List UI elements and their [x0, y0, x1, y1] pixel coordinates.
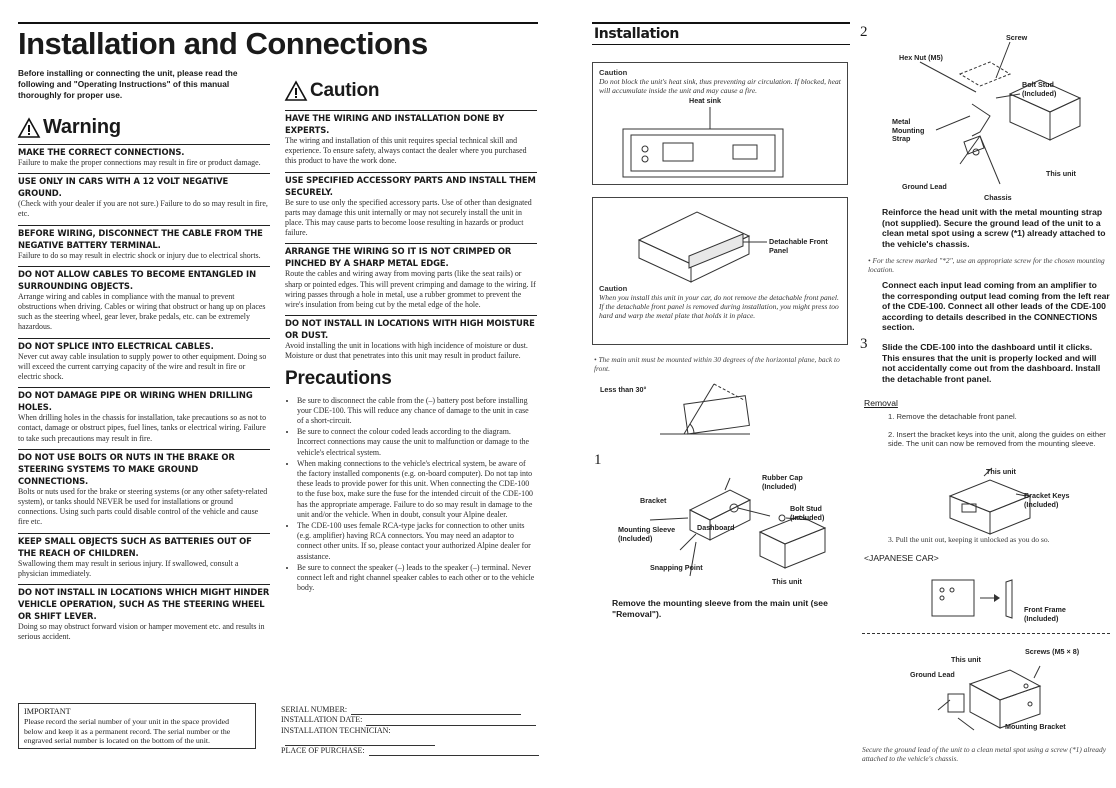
caution-item — [285, 315, 537, 361]
section-divider — [862, 633, 1110, 634]
front-panel-figure — [593, 198, 849, 346]
record-field-label: INSTALLATION DATE: — [281, 715, 363, 725]
caution-item-text: Avoid installing the unit in locations with high incidence of moisture or dust. Moisture or dust that penetrates into this unit may result in product failure. — [285, 341, 528, 361]
warning-item-title: KEEP SMALL OBJECTS SUCH AS BATTERIES OUT OF THE REACH OF CHILDREN. — [18, 535, 252, 558]
heat-sink-figure — [593, 63, 849, 186]
warning-item — [18, 533, 270, 579]
warning-item — [18, 266, 270, 333]
caution-text-2: If the detachable front panel is removed during installation, you might press too hard and warp the metal plate that holds it in place. — [599, 302, 839, 320]
step-1-number: 1 — [594, 452, 602, 468]
caution-label: Caution — [599, 284, 628, 293]
caution-item-text: Be sure to use only the specified accessory parts. Use of other than designated parts may damage this unit internally or may not securely install the unit in place. This may cause parts to become loose resulting in hazards or product failure. — [285, 197, 532, 238]
warning-item-title: DO NOT SPLICE INTO ELECTRICAL CABLES. — [18, 340, 214, 351]
warning-triangle-icon — [285, 81, 307, 101]
warning-item-title: BEFORE WIRING, DISCONNECT THE CABLE FROM THE NEGATIVE BATTERY TERMINAL. — [18, 227, 263, 250]
warning-list — [18, 144, 270, 642]
japanese-this-unit-label: This unit — [951, 655, 981, 664]
warning-item-text: Failure to make the proper connections may result in fire or product damage. — [18, 158, 261, 167]
removal-this-unit-label: This unit — [986, 467, 1016, 476]
record-field-line[interactable] — [351, 706, 521, 715]
step-2-text: Reinforce the head unit with the metal mounting strap (not supplied). Secure the ground lead of the unit to a clean metal spot using a screw (*1) already attached to the vehicle's chassis. — [882, 207, 1106, 249]
caution-item-text: Route the cables and wiring away from moving parts (like the seat rails) or sharp or pointed edges. This will prevent crimping and damage to the wiring. If wiring passes through a hole in metal, use a rubber grommet to prevent the wire's insulation from being cut by the metal edge of the hole. — [285, 269, 536, 310]
warning-item-title: DO NOT USE BOLTS OR NUTS IN THE BRAKE OR STEERING SYSTEMS TO MAKE GROUND CONNECTIONS. — [18, 451, 235, 486]
warning-item-text: Bolts or nuts used for the brake or steering systems (or any other safety-related system), or tanks should NEVER be used for installations or ground connections. Using such parts could disable control of the vehicle and cause fire etc. — [18, 486, 268, 527]
important-heading: IMPORTANT — [24, 707, 71, 716]
warning-item-title: USE ONLY IN CARS WITH A 12 VOLT NEGATIVE GROUND. — [18, 176, 229, 199]
step-2-note-text: For the screw marked "*2", use an appropriate screw for the chosen mounting location. — [868, 256, 1105, 274]
caution-heading-text: Caution — [310, 80, 380, 101]
warning-item-title: MAKE THE CORRECT CONNECTIONS. — [18, 147, 185, 157]
record-field-label: INSTALLATION TECHNICIAN: — [281, 725, 391, 735]
angle-label: Less than 30° — [600, 385, 647, 394]
warning-item — [18, 338, 270, 383]
screws-label: Screws (M5 × 8) — [1025, 647, 1080, 656]
bracket-label: Bracket — [640, 496, 667, 505]
record-field-line[interactable] — [366, 717, 536, 726]
warning-heading — [18, 116, 270, 138]
step-2-note: • For the screw marked "*2", use an appropriate screw for the chosen mounting location. — [868, 256, 1105, 274]
precaution-item: • Be sure to disconnect the cable from the (–) battery post before installing your CDE-100. This will reduce any chance of damage to the unit in case of a short-circuit. — [297, 396, 537, 427]
warning-heading-text: Warning — [43, 116, 121, 138]
mounting-bracket-figure — [930, 664, 1060, 744]
dashboard-label: Dashboard — [697, 523, 735, 532]
warning-item-title: DO NOT INSTALL IN LOCATIONS WHICH MIGHT HINDER VEHICLE OPERATION, SUCH AS THE STEERING WHEEL OR SHIFT LEVER. — [18, 587, 270, 622]
warning-item — [18, 449, 270, 528]
record-field-line[interactable] — [369, 747, 539, 756]
warning-item-text: Arrange wiring and cables in compliance with the manual to prevent obstructions when driving. Cables or wiring that obstruct or hang up on places such as the steering wheel, gear lever, brake pedals, etc. can be extremely hazardous. — [18, 291, 266, 332]
record-field-line[interactable] — [285, 737, 435, 746]
angle-note-text: The main unit must be mounted within 30 degrees of the horizontal plane, back to front. — [594, 355, 840, 373]
japanese-car-heading: <JAPANESE CAR> — [864, 553, 939, 563]
caution-item-text: The wiring and installation of this unit requires special technical skill and experience. To ensure safety, always contact the dealer where you purchased this product to have the work done. — [285, 136, 527, 166]
precaution-item: • Be sure to connect the speaker (–) leads to the speaker (–) terminal. Never connect left and right channel speaker cables to each other or to the vehicle body. — [297, 563, 537, 594]
record-field — [281, 705, 541, 715]
page-title: Installation and Connections — [18, 22, 538, 62]
warning-item-text: Failure to do so may result in electric shock or injury due to electrical shorts. — [18, 250, 261, 260]
step-2-number: 2 — [860, 24, 868, 40]
record-field-label: PLACE OF PURCHASE: — [281, 746, 365, 756]
warning-item — [18, 144, 270, 168]
caution-item — [285, 243, 537, 310]
caution-heading — [285, 80, 537, 102]
record-field — [281, 746, 541, 756]
important-text: Please record the serial number of your unit in the space provided below and keep it as a permanent record. The serial number or the engraved serial number is located on the bottom of the unit. — [24, 716, 231, 746]
caution-text: Do not block the unit's heat sink, thus preventing air circulation. If blocked, heat will accumulate inside the unit and may cause a fire. — [599, 77, 841, 95]
warning-item — [18, 584, 270, 642]
bolt-stud-label: Bolt Stud (Included) — [1022, 80, 1057, 98]
hex-nut-label: Hex Nut (M5) — [899, 53, 943, 62]
precaution-item: • When making connections to the vehicle's electrical system, be aware of the factory installed components (e.g. on-board computer). Do not tap into these leads to provide power for this unit. When connecting the CDE-100 to the fuse box, make sure the fuse for the intended circuit of the CDE-100 has the appropriate amperage. Failure to do so may result in damage to the unit and/or the vehicle. When in doubt, consult your Alpine dealer. — [297, 459, 537, 520]
record-field — [281, 726, 541, 747]
step-2-text-2: Connect each input lead coming from an amplifier to the corresponding output lead coming from the left rear of the CDE-100. Connect all other leads of the CDE-100 according to details described in the CONNECTIONS section. — [882, 280, 1110, 333]
warning-item-text: Swallowing them may result in serious injury. If swallowed, consult a physician immediately. — [18, 558, 239, 578]
caution-item-title: DO NOT INSTALL IN LOCATIONS WITH HIGH MOISTURE OR DUST. — [285, 318, 535, 341]
mounting-bracket-label: Mounting Bracket — [1005, 722, 1066, 731]
caution-section — [285, 80, 537, 595]
snapping-point-label: Snapping Point — [650, 563, 703, 572]
record-field — [281, 715, 541, 725]
caution-text-1: When you install this unit in your car, do not remove the detachable front panel. — [599, 293, 839, 302]
warning-section — [18, 116, 270, 647]
ground-lead-label: Ground Lead — [902, 182, 947, 191]
removal-step-2: 2. Insert the bracket keys into the unit, along the guides on either side. The unit can now be removed from the mounting sleeve. — [888, 430, 1106, 449]
warning-item-text: Never cut away cable insulation to supply power to other equipment. Doing so will exceed the current carrying capacity of the wire and result in fire or electric shock. — [18, 351, 267, 382]
caution-label: Caution — [599, 68, 628, 77]
japanese-ground-lead-label: Ground Lead — [910, 670, 955, 679]
warning-item-title: DO NOT ALLOW CABLES TO BECOME ENTANGLED IN SURROUNDING OBJECTS. — [18, 268, 256, 291]
record-field-label: SERIAL NUMBER: — [281, 705, 348, 714]
heat-sink-caution-panel — [592, 62, 848, 185]
rubber-cap-label: Rubber Cap (Included) — [762, 473, 803, 491]
heat-sink-label: Heat sink — [689, 96, 721, 105]
chassis-label: Chassis — [984, 193, 1012, 202]
important-box — [18, 703, 256, 749]
metal-strap-label: Metal Mounting Strap — [892, 117, 925, 144]
removal-heading: Removal — [864, 398, 898, 408]
detachable-front-panel-label: Detachable Front Panel — [769, 237, 828, 255]
warning-item-text: Doing so may obstruct forward vision or hamper movement etc. and results in serious accident. — [18, 622, 265, 642]
caution-item-title: ARRANGE THE WIRING SO IT IS NOT CRIMPED OR PINCHED BY A SHARP METAL EDGE. — [285, 246, 512, 269]
caution-list — [285, 110, 537, 362]
angle-figure — [654, 372, 774, 442]
front-frame-label: Front Frame (Included) — [1024, 605, 1066, 623]
warning-item — [18, 387, 270, 444]
intro-text: Before installing or connecting the unit, please read the following and "Operating Instructions" of this manual thoroughly for proper use. — [18, 68, 238, 100]
screw-label: Screw — [1006, 33, 1028, 42]
warning-item-title: DO NOT DAMAGE PIPE OR WIRING WHEN DRILLING HOLES. — [18, 390, 253, 413]
removal-step-3: 3. Pull the unit out, keeping it unlocked as you do so. — [888, 535, 1050, 544]
bracket-keys-label: Bracket Keys (Included) — [1024, 491, 1070, 509]
warning-item-text: When drilling holes in the chassis for installation, take precautions so as not to contact, damage or obstruct pipes, fuel lines, tanks or electrical wiring. Failure to take such precautions may result in fire. — [18, 413, 267, 443]
step-3-text: Slide the CDE-100 into the dashboard until it clicks. This ensures that the unit is properly locked and will not accidentally come out from the dashboard. Install the detachable front panel. — [882, 342, 1101, 384]
caution-item — [285, 110, 537, 167]
bolt-stud-label: Bolt Stud (Included) — [790, 504, 825, 522]
caution-item-title: USE SPECIFIED ACCESSORY PARTS AND INSTALL THEM SECURELY. — [285, 174, 536, 197]
precaution-item: • Be sure to connect the colour coded leads according to the diagram. Incorrect connections may cause the unit to malfunction or damage to the vehicle's electrical system. — [297, 427, 537, 458]
caution-item — [285, 172, 537, 239]
record-fields — [281, 705, 541, 756]
this-unit-label: This unit — [1046, 169, 1076, 178]
precautions-heading: Precautions — [285, 367, 392, 389]
warning-item — [18, 173, 270, 219]
this-unit-label: This unit — [772, 577, 802, 586]
precaution-item: • The CDE-100 uses female RCA-type jacks for connection to other units (e.g. amplifier) having RCA connectors. You may need an adaptor to connect other units. If so, please contact your authorized Alpine dealer for assistance. — [297, 521, 537, 562]
japanese-note: Secure the ground lead of the unit to a clean metal spot using a screw (*1) already attached to the vehicle's chassis. — [862, 745, 1106, 763]
front-panel-caution-panel — [592, 197, 848, 345]
warning-triangle-icon — [18, 118, 40, 138]
warning-item-text: (Check with your dealer if you are not sure.) Failure to do so may result in fire, etc. — [18, 199, 268, 219]
removal-step-1: 1. Remove the detachable front panel. — [888, 412, 1017, 421]
warning-item — [18, 225, 270, 261]
mounting-sleeve-label: Mounting Sleeve (Included) — [618, 525, 676, 543]
angle-note: • The main unit must be mounted within 30 degrees of the horizontal plane, back to front. — [594, 355, 840, 373]
front-frame-figure — [928, 576, 1038, 626]
installation-heading: Installation — [592, 22, 850, 45]
caution-item-title: HAVE THE WIRING AND INSTALLATION DONE BY EXPERTS. — [285, 113, 505, 135]
step-1-text: Remove the mounting sleeve from the main unit (see "Removal"). — [612, 598, 828, 619]
precautions-list — [285, 396, 537, 594]
step-3-number: 3 — [860, 336, 868, 352]
